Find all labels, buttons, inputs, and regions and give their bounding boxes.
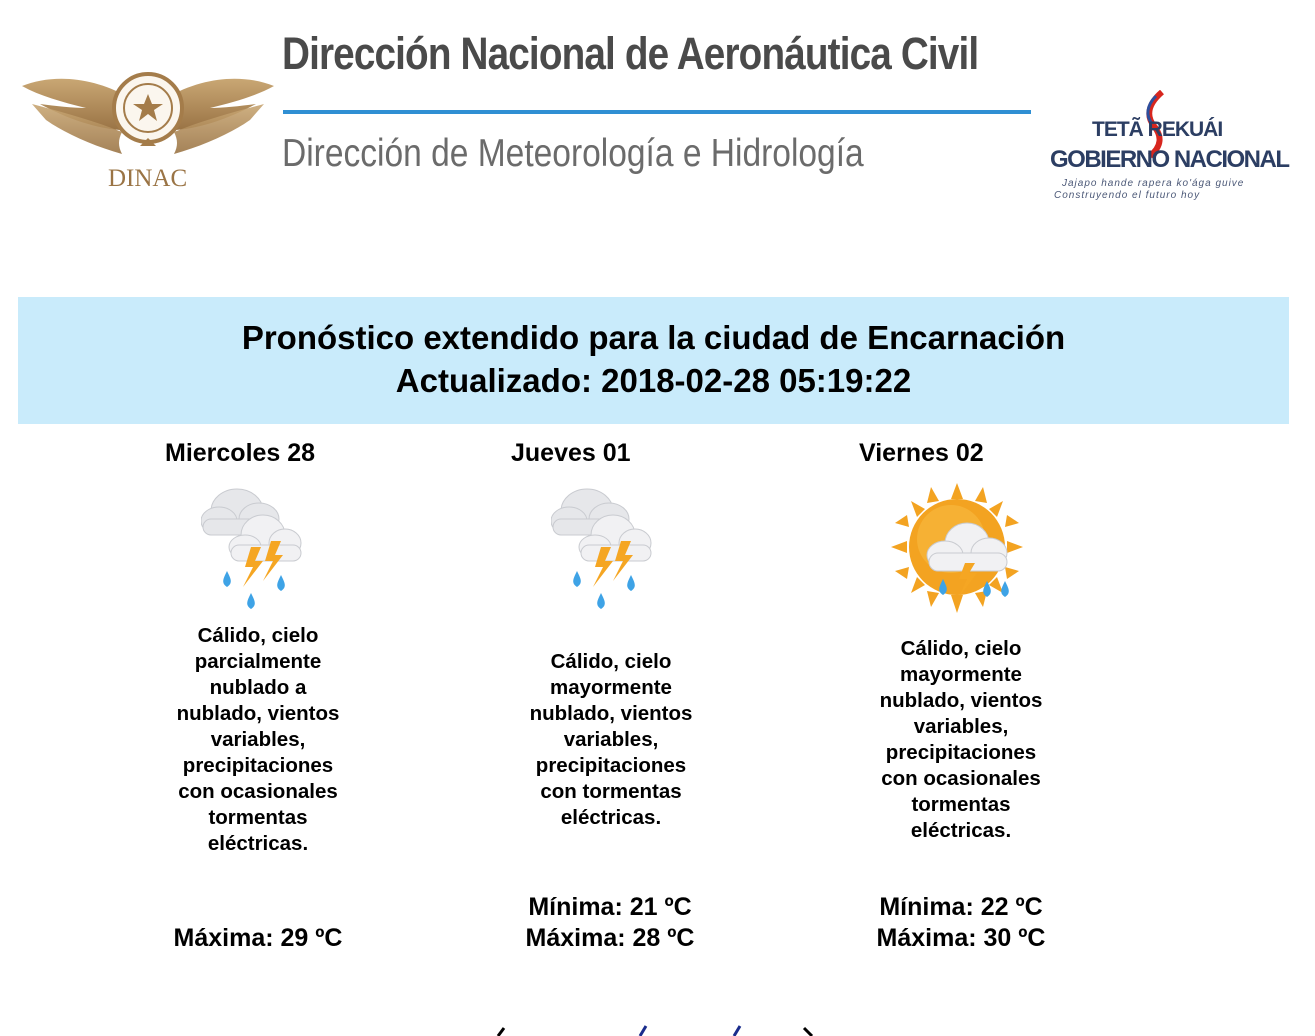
description-line: tormentas: [208, 806, 308, 829]
temperature-max: Máxima: 30 ºC: [876, 924, 1046, 952]
description-line: tormentas: [911, 793, 1011, 816]
description-line: Cálido, cielo: [550, 650, 672, 673]
day-description: [158, 623, 358, 857]
description-line: nublado, vientos: [879, 689, 1043, 712]
temperature-min: Mínima: 22 ºC: [879, 893, 1043, 921]
description-line: parcialmente: [194, 650, 322, 673]
day-description: [511, 649, 711, 831]
description-line: nublado, vientos: [176, 702, 340, 725]
government-logo: [1048, 90, 1289, 206]
day-name: Viernes 02: [859, 439, 984, 467]
temperature-min: Mínima: 21 ºC: [528, 893, 692, 921]
description-line: variables,: [913, 715, 1009, 738]
org-title: Dirección Nacional de Aeronáutica Civil: [282, 28, 979, 79]
forecast-banner: [18, 297, 1289, 424]
day-name: Jueves 01: [511, 439, 631, 467]
gov-logo-line4: Construyendo el futuro hoy: [1054, 190, 1201, 201]
gov-logo-line2: GOBIERNO NACIONAL: [1050, 146, 1289, 173]
description-line: con ocasionales: [881, 767, 1041, 790]
description-line: nublado a: [209, 676, 307, 699]
gov-logo-line3: Jajapo hande rapera ko'ága guive: [1062, 178, 1245, 189]
description-line: nublado, vientos: [529, 702, 693, 725]
updated-timestamp: Actualizado: 2018-02-28 05:19:22: [395, 362, 912, 399]
description-line: eléctricas.: [560, 806, 662, 829]
description-line: precipitaciones: [535, 754, 687, 777]
temperature-max: Máxima: 29 ºC: [173, 924, 343, 952]
description-line: eléctricas.: [910, 819, 1012, 842]
gov-logo-line1: TETÃ REKUÁI: [1092, 118, 1223, 141]
description-line: Cálido, cielo: [900, 637, 1022, 660]
description-line: precipitaciones: [885, 741, 1037, 764]
day-name: Miercoles 28: [165, 439, 316, 467]
description-line: eléctricas.: [207, 832, 309, 855]
description-line: mayormente: [900, 663, 1022, 686]
dinac-logo-text: DINAC: [108, 165, 188, 192]
storm-rain-icon: [551, 483, 655, 615]
description-line: mayormente: [550, 676, 672, 699]
description-line: variables,: [563, 728, 659, 751]
description-line: variables,: [210, 728, 306, 751]
description-line: con ocasionales: [178, 780, 338, 803]
storm-rain-icon: [201, 483, 305, 615]
sun-storm-rain-icon: [891, 483, 1025, 613]
temperature-max: Máxima: 28 ºC: [525, 924, 695, 952]
org-subtitle: Dirección de Meteorología e Hidrología: [282, 132, 864, 175]
description-line: precipitaciones: [182, 754, 334, 777]
description-line: Cálido, cielo: [197, 624, 319, 647]
description-line: con tormentas: [540, 780, 682, 803]
header-divider: [283, 110, 1031, 114]
cropped-bottom-marks: [490, 1024, 820, 1036]
forecast-title: Pronóstico extendido para la ciudad de Encarnación: [241, 319, 1066, 356]
day-description: [861, 636, 1061, 844]
